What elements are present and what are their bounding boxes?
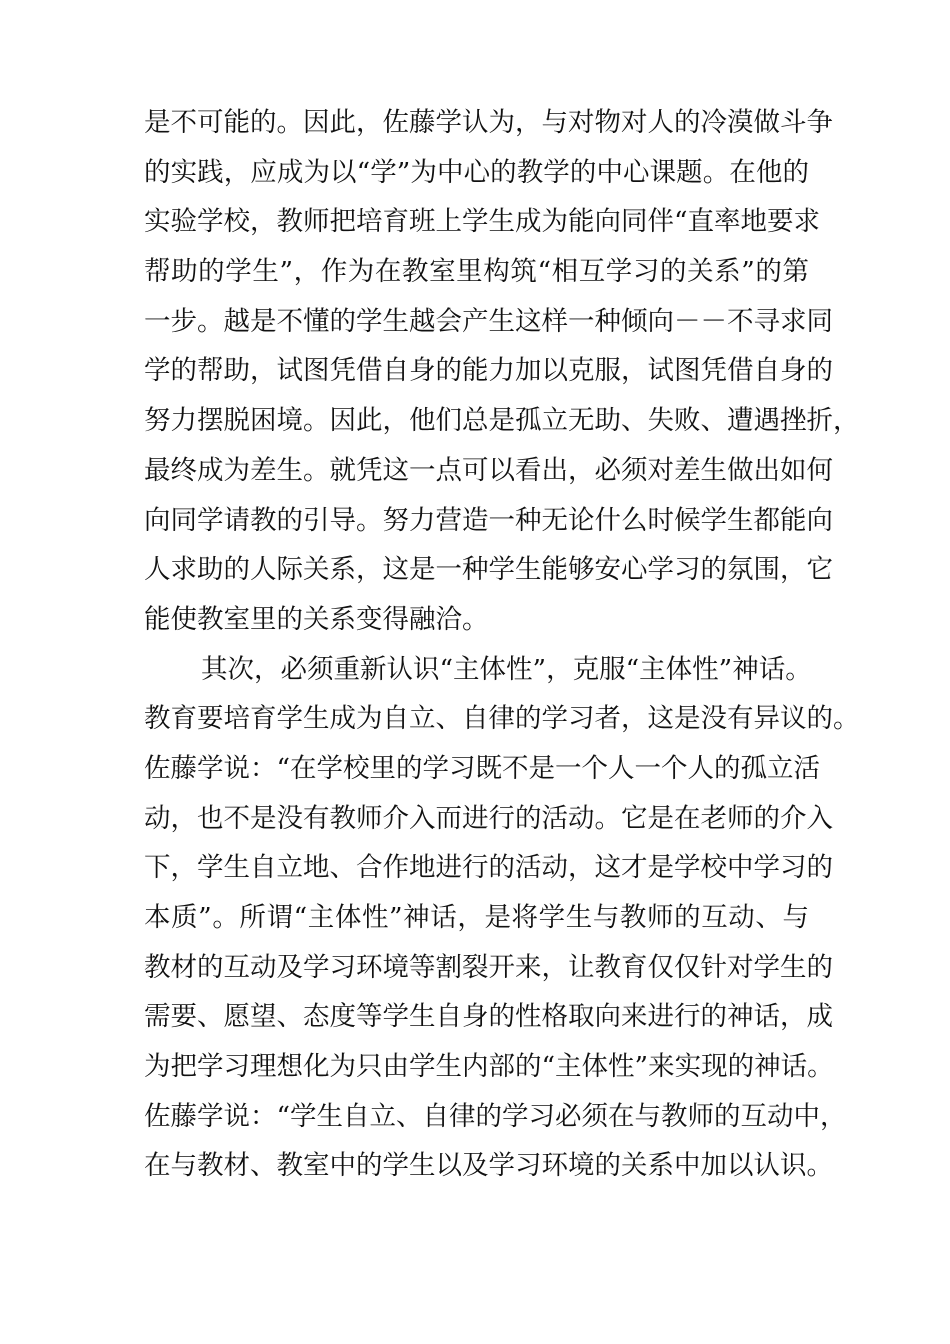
text-line: 帮助的学生”，作为在教室里构筑“相互学习的关系”的第 [144,256,809,288]
text-line: 在与教材、教室中的学生以及学习环境的关系中加以认识。 [144,1150,833,1182]
text-line: 其次，必须重新认识“主体性”，克服“主体性”神话。 [201,653,812,685]
text-line: 教育要培育学生成为自立、自律的学习者，这是没有异议的。 [144,703,860,735]
text-line: 的实践，应成为以“学”为中心的教学的中心课题。在他的 [144,156,809,188]
text-line: 实验学校，教师把培育班上学生成为能向同伴“直率地要求 [144,206,821,238]
text-line: 努力摆脱困境。因此，他们总是孤立无助、失败、遭遇挫折， [144,405,860,437]
text-line: 教材的互动及学习环境等割裂开来，让教育仅仅针对学生的 [144,951,833,983]
paragraph-2 [144,645,860,1192]
text-line: 学的帮助，试图凭借自身的能力加以克服，试图凭借自身的 [144,355,833,387]
paragraph-1 [144,98,860,645]
text-line: 是不可能的。因此，佐藤学认为，与对物对人的冷漠做斗争 [144,107,833,138]
text-line: 为把学习理想化为只由学生内部的“主体性”来实现的神话。 [144,1051,834,1083]
text-line: 本质”。所谓“主体性”神话，是将学生与教师的互动、与 [144,902,809,933]
text-line: 需要、愿望、态度等学生自身的性格取向来进行的神话，成 [144,1001,833,1033]
text-line: 动，也不是没有教师介入而进行的活动。它是在老师的介入 [144,802,833,834]
text-line: 人求助的人际关系，这是一种学生能够安心学习的氛围，它 [144,554,833,586]
text-line: 一步。越是不懂的学生越会产生这样一种倾向－－不寻求同 [144,305,833,337]
text-line: 向同学请教的引导。努力营造一种无论什么时候学生都能向 [144,504,833,536]
text-line: 能使教室里的关系变得融洽。 [144,603,489,635]
text-line: 佐藤学说：“在学校里的学习既不是一个人一个人的孤立活 [144,752,821,784]
body-text [144,98,860,1191]
text-line: 下，学生自立地、合作地进行的活动，这才是学校中学习的 [144,852,833,884]
text-line: 最终成为差生。就凭这一点可以看出，必须对差生做出如何 [144,454,833,486]
text-line: 佐藤学说：“学生自立、自律的学习必须在与教师的互动中， [144,1100,847,1132]
